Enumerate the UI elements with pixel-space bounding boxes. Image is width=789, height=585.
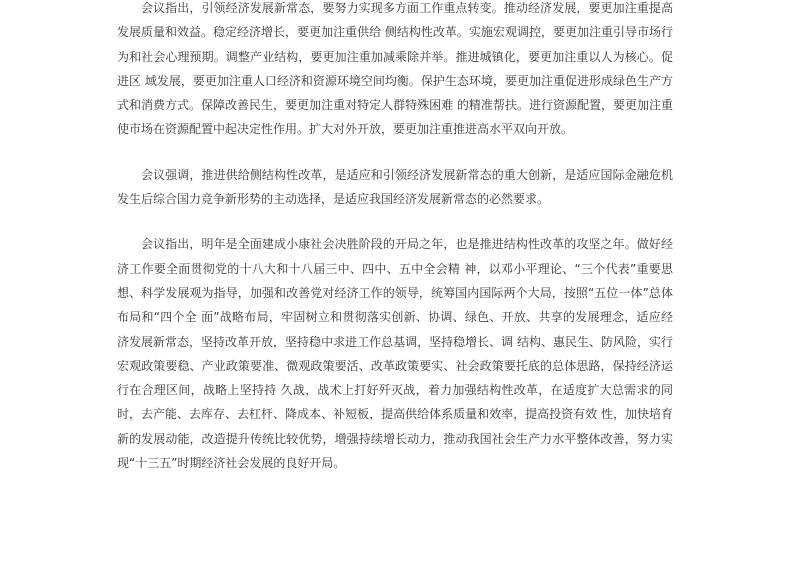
article-body: [117, 0, 673, 496]
paragraph-next-year-work: 会议指出，明年是全面建成小康社会决胜阶段的开局之年，也是推进结构性改革的攻坚之年。做好经济工作要全面贯彻党的十八大和十八届三中、四中、五中全会精 神，以邓小平理论、“三个代表”重要思想、科学发展观为指导，加强和改善党对经济工作的领导，统筹国内国际两个大局，按照“五位一体”总体布局和“四个全 面”战略布局，牢固树立和贯彻落实创新、协调、绿色、开放、共享的发展理念，适应经济发展新常态，坚持改革开放，坚持稳中求进工作总基调，坚持稳增长、调 结构、惠民生、防风险，实行宏观政策要稳、产业政策要准、微观政策要活、改革政策要实、社会政策要托底的总体思路，保持经济运行在合理区间，战略上坚持持 久战，战术上打好歼灭战，着力加强结构性改革，在适度扩大总需求的同时，去产能、去库存、去杠杆、降成本、补短板，提高供给体系质量和效率，提高投资有效 性，加快培育新的发展动能，改造提升传统比较优势，增强持续增长动力，推动我国社会生产力水平整体改善，努力实现“十三五”时期经济社会发展的良好开局。: [117, 237, 673, 471]
paragraph-conference-points: 会议指出，引领经济发展新常态，要努力实现多方面工作重点转变。推动经济发展，要更加注重提高发展质量和效益。稳定经济增长，要更加注重供给 侧结构性改革。实施宏观调控，要更加注重引导市场行为和社会心理预期。调整产业结构，要更加注重加减乘除并举。推进城镇化，要更加注重以人为核心。促进区 域发展，要更加注重人口经济和资源环境空间均衡。保护生态环境，要更加注重促进形成绿色生产方式和消费方式。保障改善民生，要更加注重对特定人群特殊困难 的精准帮扶。进行资源配置，要更加注重使市场在资源配置中起决定性作用。扩大对外开放，要更加注重推进高水平双向开放。: [117, 1, 673, 137]
paragraph-conference-emphasis: 会议强调，推进供给侧结构性改革，是适应和引领经济发展新常态的重大创新，是适应国际金融危机发生后综合国力竞争新形势的主动选择，是适应我国经济发展新常态的必然要求。: [117, 167, 673, 207]
